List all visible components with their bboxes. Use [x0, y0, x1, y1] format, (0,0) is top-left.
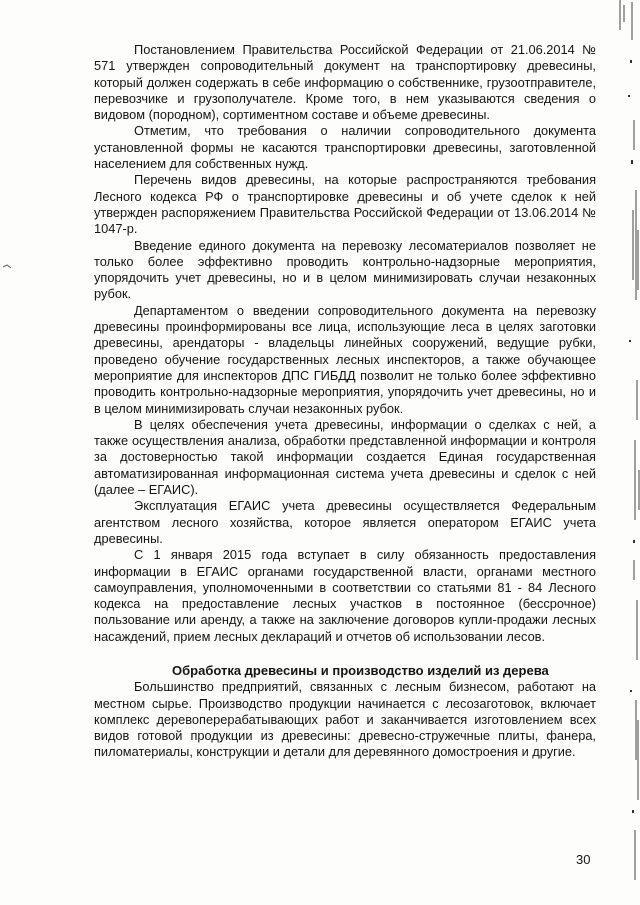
paragraph-wood-types-list: Перечень видов древесины, на которые распространяются требования Лесного кодекса РФ о транспортировке древесины и об учете сделок к ней утвержден распоряжением Правительства Российской Федерации от 13.06.2014 № 1047-р.: [94, 172, 596, 237]
paragraph-population-exemption: Отметим, что требования о наличии сопроводительного документа установленной формы не касаются транспортировки древесины, заготовленной населением для собственных нужд.: [94, 123, 596, 172]
section-heading: Обработка древесины и производство изделий из дерева: [172, 662, 549, 678]
page-number: 30: [576, 852, 591, 867]
paragraph-wood-processing: Большинство предприятий, связанных с лесным бизнесом, работают на местном сырье. Производство продукции начинается с лесозаготовок, включает комплекс деревоперерабатывающих работ и заканчивается изготовлением всех видов готовой продукции из древесины: древесно-стружечные плиты, фанера, пиломатериалы, конструкции и детали для деревянного домостроения и другие.: [94, 679, 596, 760]
scan-mark-artifact: [2, 263, 14, 271]
paragraph-egais-operator: Эксплуатация ЕГАИС учета древесины осуществляется Федеральным агентством лесного хозяйства, которое является оператором ЕГАИС учета древесины.: [94, 498, 596, 546]
paragraph-single-document: Введение единого документа на перевозку лесоматериалов позволяет не только более эффективно проводить контрольно-надзорные мероприятия, упорядочить учет древесины, но и в целом минимизировать случаи незаконных рубок.: [94, 237, 596, 302]
scan-edge-artifact: [600, 0, 640, 905]
paragraph-resolution-571: Постановлением Правительства Российской Федерации от 21.06.2014 № 571 утвержден сопроводительный документ на транспортировку древесины, который должен содержать в себе информацию о собственнике, грузоотправителе, перевозчике и грузополучателе. Кроме того, в нем указываются сведения о видовом (породном), сортиментном составе и объеме древесины.: [94, 42, 596, 123]
paragraph-egais-purpose: В целях обеспечения учета древесины, информации о сделках с ней, а также осуществления анализа, обработки представленной информации и контроля за достоверностью такой информации создается Единая государственная автоматизированная информационная система учета древесины и сделок с ней (далее – ЕГАИС).: [94, 416, 596, 498]
paragraph-2015-obligation: С 1 января 2015 года вступает в силу обязанность предоставления информации в ЕГАИС органами государственной власти, органами местного самоуправления, уполномоченными в соответствии со статьями 81 - 84 Лесного кодекса на предоставление лесных участков в постоянное (бессрочное) пользование или аренду, а также на заключение договоров купли-продажи лесных насаждений, прием лесных деклараций и отчетов об использовании лесов.: [94, 547, 596, 644]
paragraph-department-informing: Департаментом о введении сопроводительного документа на перевозку древесины проинформированы все лица, использующие леса в целях заготовки древесины, арендаторы - владельцы линейных сооружений, ведущие рубки, проведено обучение государственных лесных инспекторов, а также обучающее мероприятие для инспекторов ДПС ГИБДД позволит не только более эффективно проводить контрольно-надзорные мероприятия, упорядочить учет древесины, но и в целом минимизировать случаи незаконных рубок.: [94, 302, 596, 416]
body-text: [94, 42, 596, 761]
